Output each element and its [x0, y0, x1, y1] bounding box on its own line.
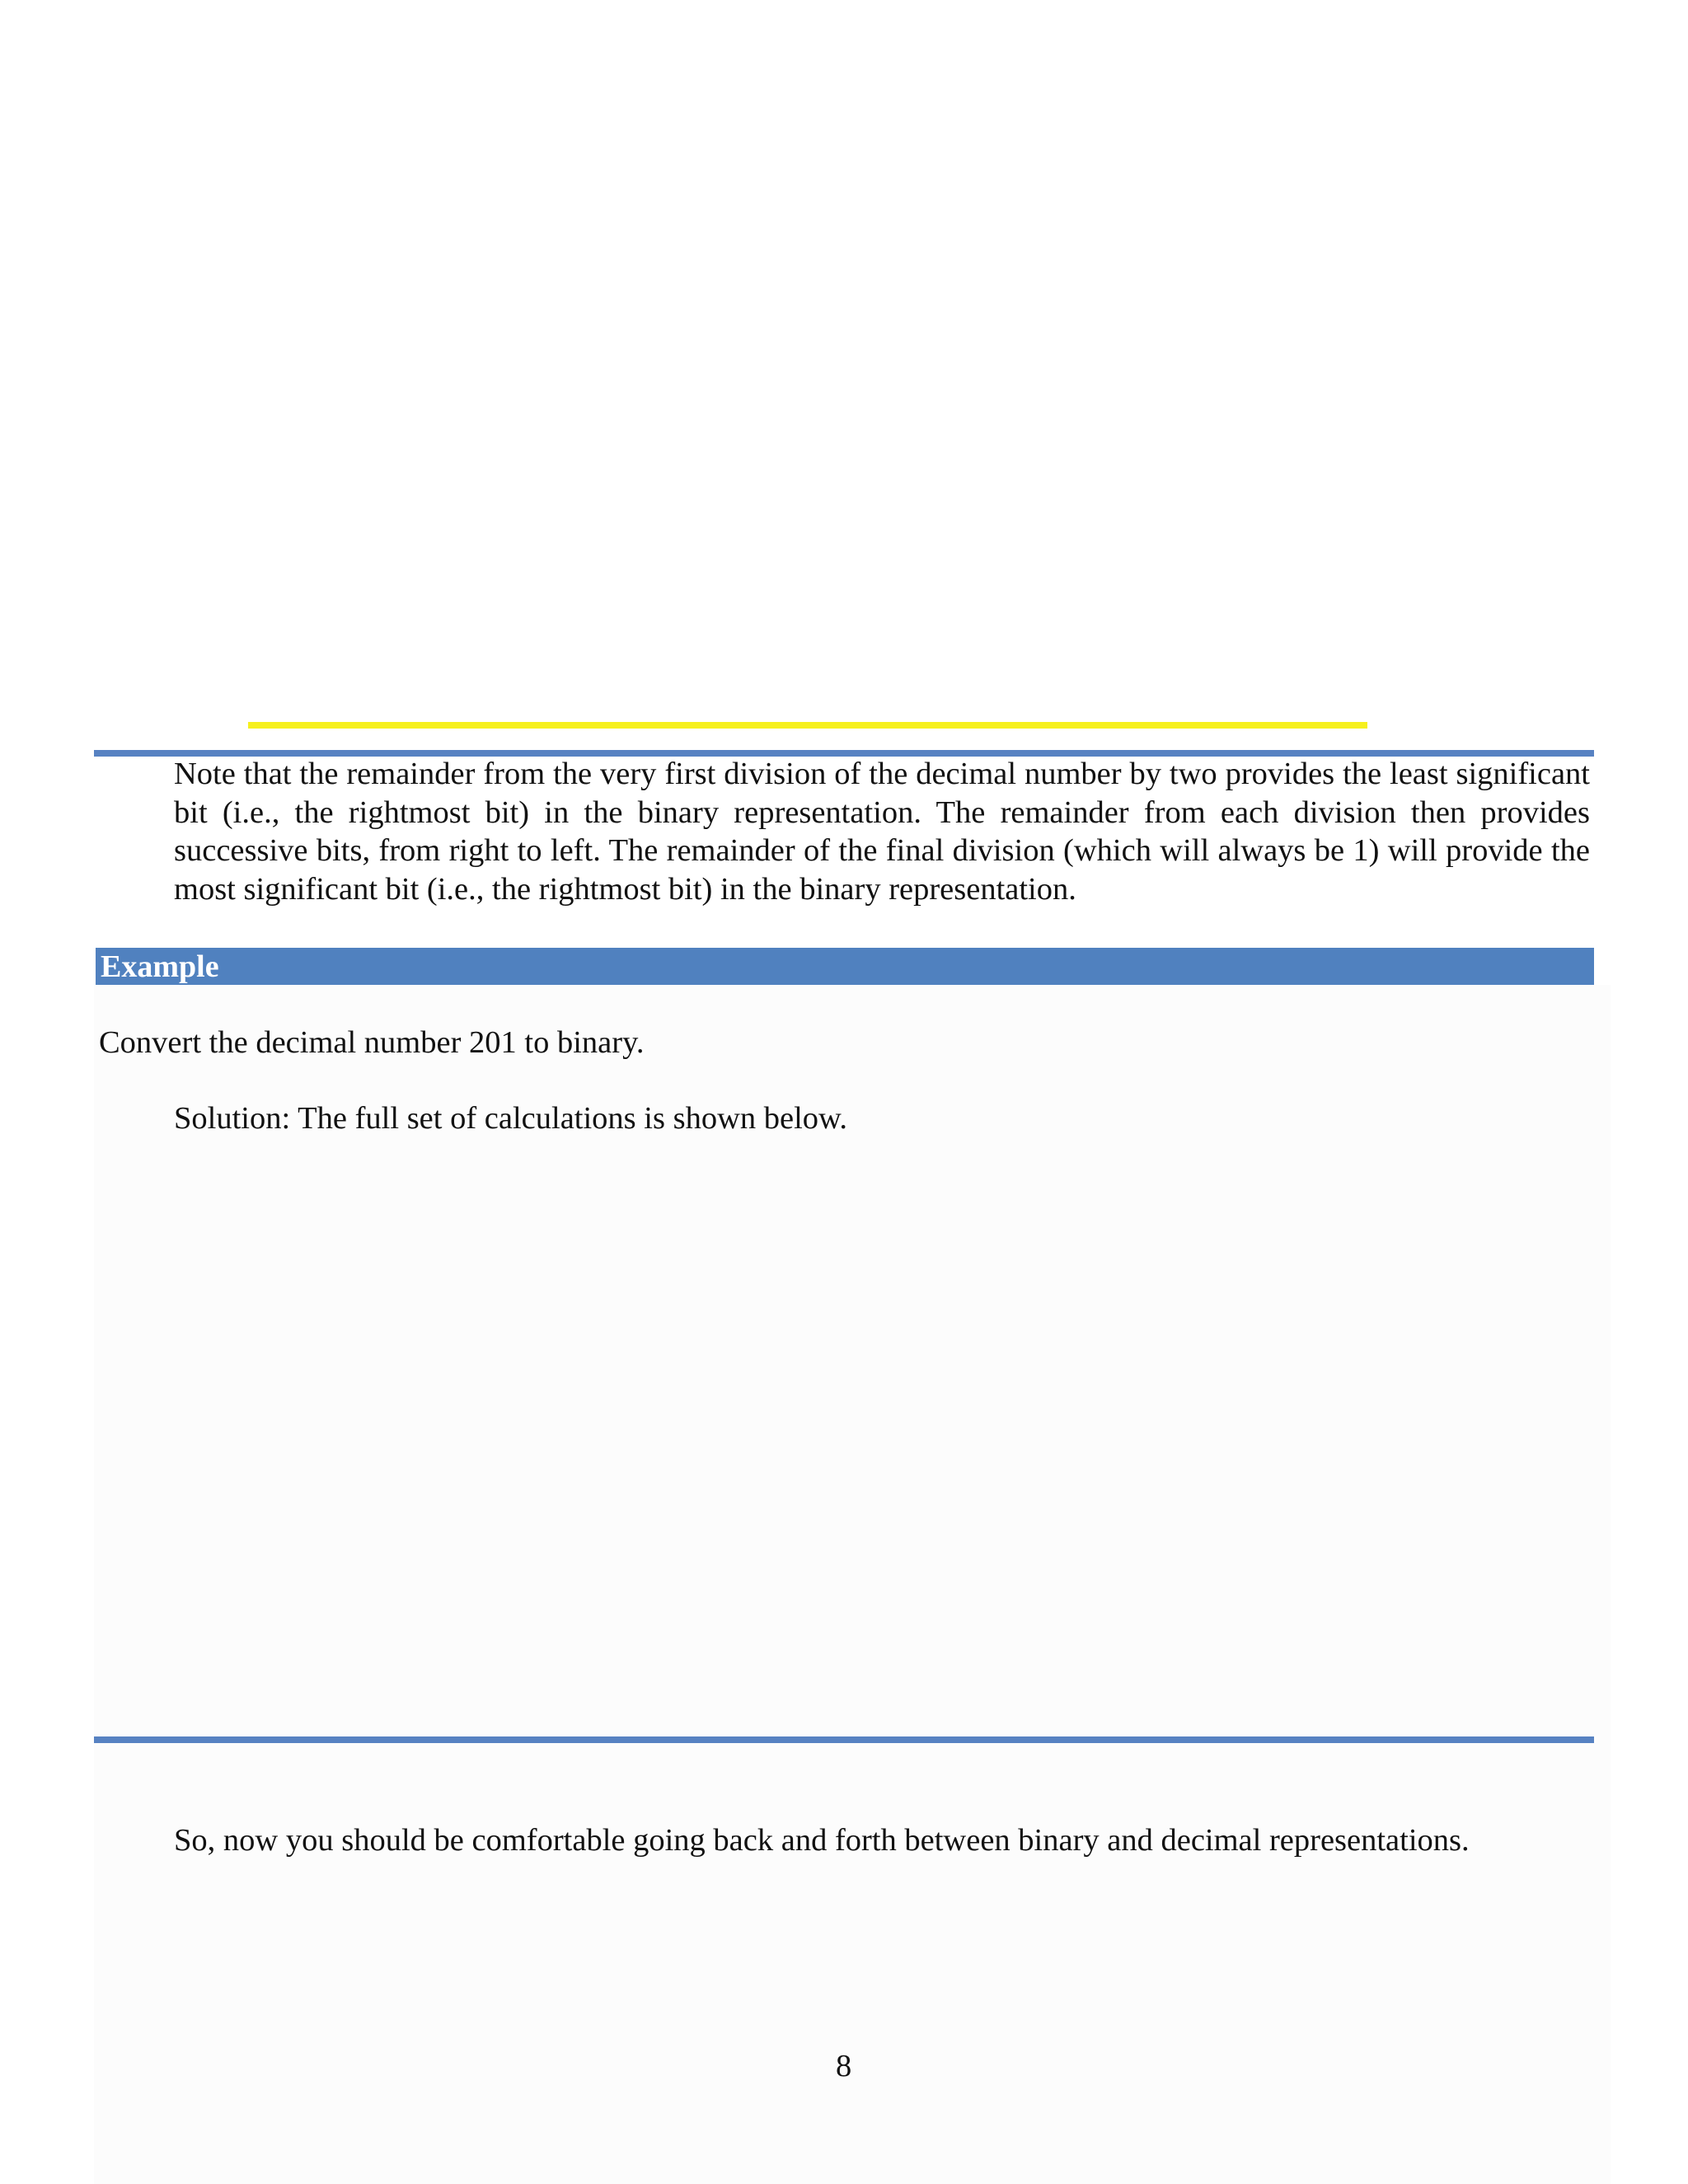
example-region-background	[94, 985, 1611, 2184]
example-question: Convert the decimal number 201 to binary.	[99, 1025, 645, 1060]
section-bottom-rule	[94, 1736, 1594, 1743]
example-solution: Solution: The full set of calculations is shown below.	[174, 1101, 847, 1136]
example-heading-bar	[96, 948, 1594, 985]
highlight-rule	[248, 722, 1367, 729]
example-heading: Example	[101, 949, 219, 984]
closing-paragraph: So, now you should be comfortable going back and forth between binary and decimal representations.	[174, 1823, 1470, 1858]
page-number: 8	[836, 2049, 852, 2083]
note-paragraph: Note that the remainder from the very first division of the decimal number by two provides the least significant bit (i.e., the rightmost bit) in the binary representation. The remainder from each division then provides successive bits, from right to left. The remainder of the final division (which will always be 1) will provide the most significant bit (i.e., the rightmost bit) in the binary representation.	[174, 757, 1590, 907]
